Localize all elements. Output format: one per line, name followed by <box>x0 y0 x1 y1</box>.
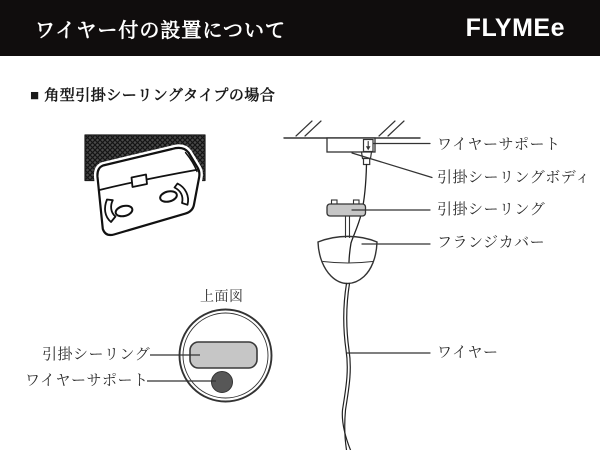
top-view-wire-support <box>212 372 233 393</box>
top-view-socket <box>190 342 257 368</box>
label-wire: ワイヤー <box>437 344 499 361</box>
page-title: ワイヤー付の設置について <box>35 19 286 42</box>
label-topview-wire-support: ワイヤーサポート <box>25 372 149 389</box>
section-heading: ■ 角型引掛シーリングタイプの場合 <box>30 87 276 104</box>
label-socket: 引掛シーリング <box>437 201 546 218</box>
label-socket-body: 引掛シーリングボディ <box>437 169 591 186</box>
label-wire-support: ワイヤーサポート <box>437 136 561 153</box>
brand-logo: FLYMEe <box>465 13 565 42</box>
side-view-drawing <box>284 121 432 450</box>
top-view-caption: 上面図 <box>200 288 244 304</box>
label-flange-cover: フランジカバー <box>437 234 546 251</box>
label-topview-socket: 引掛シーリング <box>42 346 151 363</box>
top-view-drawing <box>147 310 272 402</box>
leader-lines <box>347 144 432 354</box>
ceiling-rosette-illustration <box>85 135 205 235</box>
